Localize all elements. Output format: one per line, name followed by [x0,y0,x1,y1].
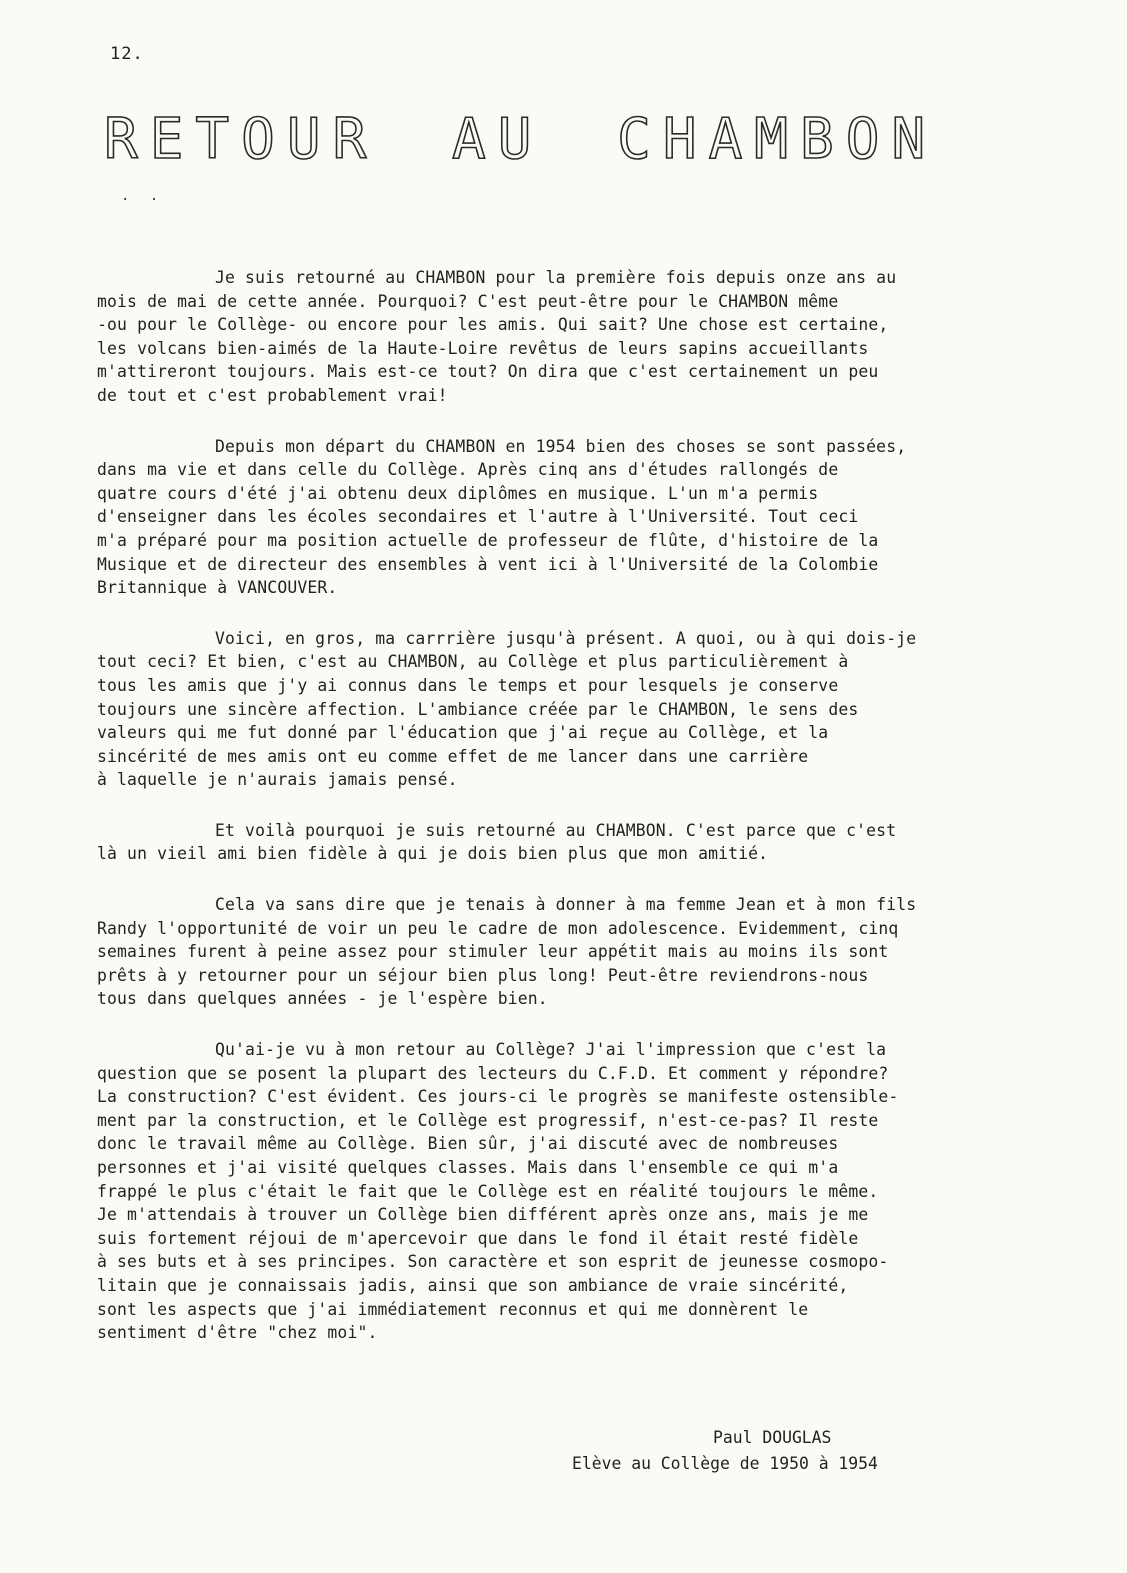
decorative-dots: . . [121,188,165,204]
page-number: 12. [110,44,144,64]
text-line: m'a préparé pour ma position actuelle de professeur de flûte, d'histoire de la [97,530,879,550]
text-line: sont les aspects que j'ai immédiatement reconnus et qui me donnèrent le [97,1299,809,1319]
text-line: Et voilà pourquoi je suis retourné au CHAMBON. C'est parce que c'est [215,820,897,840]
text-line: tous dans quelques années - je l'espère bien. [97,989,548,1009]
text-line: -ou pour le Collège- ou encore pour les amis. Qui sait? Une chose est certaine, [97,315,889,335]
paragraph-4 [97,819,1037,866]
author-role: Elève au Collège de 1950 à 1954 [572,1454,878,1473]
text-line: à ses buts et à ses principes. Son caractère et son esprit de jeunesse cosmopo- [97,1252,889,1272]
text-line: quatre cours d'été j'ai obtenu deux diplômes en musique. L'un m'a permis [97,483,819,503]
text-line: personnes et j'ai visité quelques classes. Mais dans l'ensemble ce qui m'a [97,1158,839,1177]
text-line: donc le travail même au Collège. Bien sûr, j'ai discuté avec de nombreuses [97,1134,839,1154]
article-body [97,266,1037,1372]
text-line: Depuis mon départ du CHAMBON en 1954 bien des choses se sont passées, [215,436,907,456]
text-line: toujours une sincère affection. L'ambiance créée par le CHAMBON, le sens des [97,699,859,719]
text-line: Je m'attendais à trouver un Collège bien différent après onze ans, mais je me [97,1205,869,1225]
text-line: valeurs qui me fut donné par l'éducation que j'ai reçue au Collège, et la [97,723,829,743]
paragraph-6 [97,1038,1037,1345]
text-line: suis fortement réjoui de m'apercevoir que dans le fond il était resté fidèle [97,1228,859,1248]
paragraph-1 [97,266,1037,408]
text-line: sentiment d'être "chez moi". [97,1323,378,1343]
text-line: les volcans bien-aimés de la Haute-Loire revêtus de leurs sapins accueillants [97,338,869,358]
text-line: question que se posent la plupart des lecteurs du C.F.D. Et comment y répondre? [97,1063,889,1083]
text-line: prêts à y retourner pour un séjour bien plus long! Peut-être reviendrons-nous [97,965,869,985]
text-line: Britannique à VANCOUVER. [97,578,338,598]
text-line: La construction? C'est évident. Ces jours-ci le progrès se manifeste ostensible- [97,1087,899,1107]
text-line: d'enseigner dans les écoles secondaires et l'autre à l'Université. Tout ceci [97,507,859,527]
paragraph-5 [97,893,1037,1011]
text-line: Voici, en gros, ma carrrière jusqu'à présent. A quoi, ou à qui dois-je [215,628,917,648]
text-line: Cela va sans dire que je tenais à donner à ma femme Jean et à mon fils [215,895,917,915]
text-line: tous les amis que j'y ai connus dans le temps et pour lesquels je conserve [97,675,839,695]
text-line: à laquelle je n'aurais jamais pensé. [97,770,458,790]
article-title: RETOUR AU CHAMBON [104,107,938,172]
text-line: ment par la construction, et le Collège est progressif, n'est-ce-pas? Il reste [97,1110,879,1130]
paragraph-3 [97,627,1037,792]
paragraph-2 [97,435,1037,600]
text-line: Musique et de directeur des ensembles à vent ici à l'Université de la Colombie [97,554,879,574]
text-line: Je suis retourné au CHAMBON pour la première fois depuis onze ans au [215,268,897,287]
text-line: litain que je connaissais jadis, ainsi que son ambiance de vraie sincérité, [97,1275,849,1295]
text-line: tout ceci? Et bien, c'est au CHAMBON, au Collège et plus particulièrement à [97,652,849,672]
text-line: là un vieil ami bien fidèle à qui je dois bien plus que mon amitié. [97,844,769,864]
text-line: Qu'ai-je vu à mon retour au Collège? J'ai l'impression que c'est la [215,1040,887,1060]
text-line: de tout et c'est probablement vrai! [97,385,448,405]
text-line: mois de mai de cette année. Pourquoi? C'est peut-être pour le CHAMBON même [97,291,839,311]
signature-block [560,1425,878,1477]
author-name: Paul DOUGLAS [713,1428,832,1447]
text-line: semaines furent à peine assez pour stimuler leur appétit mais au moins ils sont [97,942,889,962]
text-line: sincérité de mes amis ont eu comme effet de me lancer dans une carrière [97,746,809,766]
text-line: frappé le plus c'était le fait que le Collège est en réalité toujours le même. [97,1181,879,1201]
text-line: m'attireront toujours. Mais est-ce tout? On dira que c'est certainement un peu [97,362,879,382]
text-line: Randy l'opportunité de voir un peu le cadre de mon adolescence. Evidemment, cinq [97,918,899,938]
text-line: dans ma vie et dans celle du Collège. Après cinq ans d'études rallongés de [97,460,839,480]
